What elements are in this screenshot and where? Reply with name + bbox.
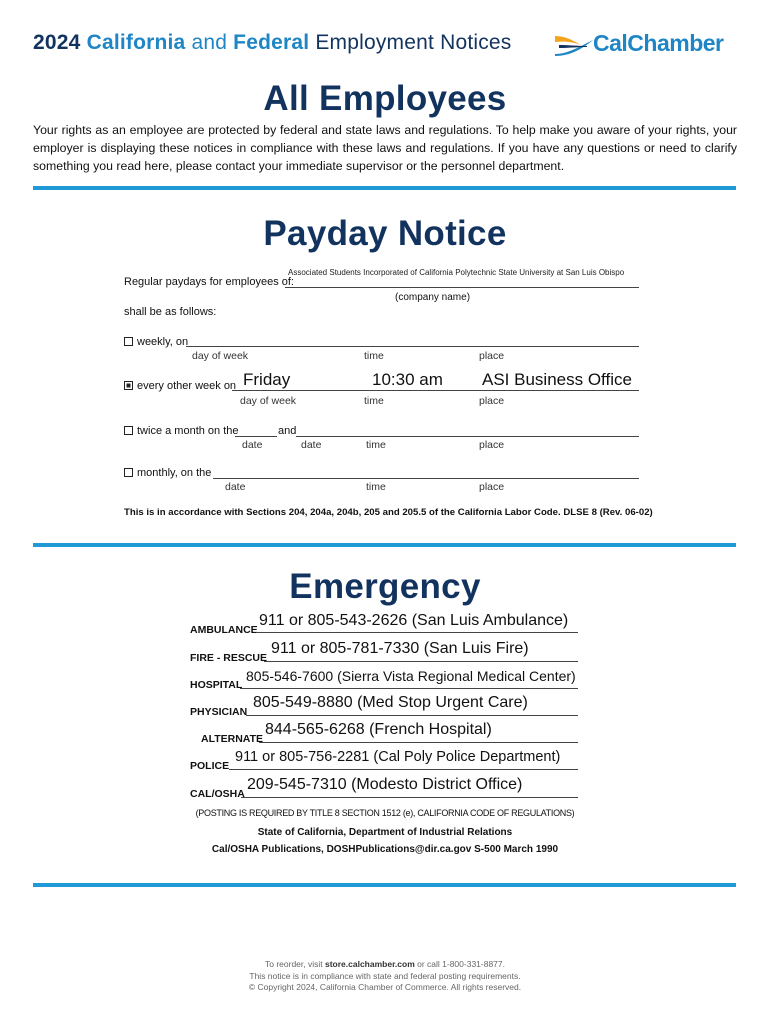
cal-osha-publications: Cal/OSHA Publications, DOSHPublications@dir.ca.gov S-500 March 1990	[211, 844, 559, 855]
calchamber-logo-text: CalChamber	[593, 30, 724, 56]
footer	[0, 959, 770, 994]
divider	[33, 543, 736, 547]
every-other-week-label: every other week on	[137, 380, 237, 392]
company-name-line	[285, 287, 639, 288]
header-federal: Federal	[233, 31, 310, 54]
every-other-time-value: 10:30 am	[372, 370, 443, 389]
header-year: 2024	[33, 31, 81, 54]
emergency-line	[229, 769, 578, 770]
payday-notice-title: Payday Notice	[263, 214, 507, 253]
twice-date2-caption: date	[301, 439, 322, 451]
monthly-line	[213, 478, 639, 479]
twice-date1-caption: date	[242, 439, 263, 451]
twice-date1-line	[235, 436, 277, 437]
weekly-label: weekly, on	[137, 336, 189, 348]
emergency-line	[240, 688, 578, 689]
footer-compliance: This notice is in compliance with state and federal posting requirements.	[249, 970, 521, 981]
state-department: State of California, Department of Industrial Relations	[257, 827, 513, 838]
posting-requirement: (POSTING IS REQUIRED BY TITLE 8 SECTION 1512 (e), CALIFORNIA CODE OF REGULATIONS)	[195, 808, 575, 818]
emergency-value-physician: 805-549-8880 (Med Stop Urgent Care)	[253, 694, 528, 711]
emergency-line	[259, 742, 578, 743]
emergency-label-ambulance: AMBULANCE	[190, 624, 258, 636]
twice-a-month-label: twice a month on the	[137, 425, 239, 437]
emergency-value-fire-rescue: 911 or 805-781-7330 (San Luis Fire)	[271, 640, 529, 657]
every-other-time-caption: time	[364, 395, 384, 407]
every-other-day-caption: day of week	[240, 395, 297, 407]
monthly-checkbox[interactable]	[124, 468, 133, 477]
emergency-label-fire-rescue: FIRE - RESCUE	[190, 652, 268, 664]
weekly-day-caption: day of week	[192, 350, 249, 362]
every-other-line	[232, 390, 639, 391]
emergency-label-hospital: HOSPITAL	[190, 679, 243, 691]
twice-and-label: and	[278, 425, 297, 437]
emergency-label-physician: PHYSICIAN	[190, 706, 248, 718]
twice-a-month-option[interactable]	[124, 425, 239, 437]
company-name-value: Associated Students Incorporated of California Polytechnic State University at San Luis Obispo	[288, 268, 625, 277]
shall-be-as-follows: shall be as follows:	[124, 306, 217, 318]
weekly-line	[186, 346, 639, 347]
twice-time-caption: time	[366, 439, 386, 451]
emergency-value-cal-osha: 209-545-7310 (Modesto District Office)	[247, 776, 523, 793]
monthly-option[interactable]	[124, 467, 211, 479]
emergency-line	[264, 661, 578, 662]
emergency-label-cal-osha: CAL/OSHA	[190, 788, 245, 800]
emergency-value-hospital: 805-546-7600 (Sierra Vista Regional Medical Center)	[246, 668, 576, 684]
emergency-title: Emergency	[289, 567, 481, 606]
every-other-place-caption: place	[479, 395, 505, 407]
weekly-checkbox[interactable]	[124, 337, 133, 346]
emergency-value-alternate: 844-565-6268 (French Hospital)	[265, 721, 492, 738]
every-other-week-checkbox[interactable]	[124, 381, 133, 390]
company-name-caption: (company name)	[395, 292, 471, 303]
all-employees-title: All Employees	[263, 79, 507, 118]
calchamber-logo	[553, 30, 743, 60]
emergency-label-police: POLICE	[190, 760, 230, 772]
emergency-line	[241, 797, 578, 798]
emergency-line	[246, 715, 578, 716]
monthly-place-caption: place	[479, 481, 505, 493]
header-california: California	[86, 31, 186, 54]
labor-code-statement: This is in accordance with Sections 204, 204a, 204b, 205 and 205.5 of the California Labor Code. DLSE 8 (Rev. 06-02)	[124, 507, 653, 518]
every-other-week-option[interactable]	[124, 380, 236, 392]
weekly-time-caption: time	[364, 350, 384, 362]
header-title	[33, 31, 512, 55]
monthly-date-caption: date	[225, 481, 246, 493]
emergency-value-ambulance: 911 or 805-543-2626 (San Luis Ambulance)	[259, 612, 569, 629]
all-employees-intro: Your rights as an employee are protected by federal and state laws and regulations. To help make you aware of your rights, your employer is displaying these notices in compliance with these laws and regulations. If you have any questions or need to clarify something you read here, please contact your immediate supervisor or the personnel department.	[33, 123, 737, 173]
divider	[33, 186, 736, 190]
every-other-day-value: Friday	[243, 370, 291, 389]
footer-store-link[interactable]: store.calchamber.com	[324, 959, 415, 969]
monthly-label: monthly, on the	[137, 467, 212, 479]
regular-paydays-label: Regular paydays for employees of:	[124, 276, 294, 288]
divider	[33, 883, 736, 887]
weekly-option[interactable]	[124, 336, 188, 348]
monthly-time-caption: time	[366, 481, 386, 493]
every-other-place-value: ASI Business Office	[482, 370, 632, 389]
twice-a-month-checkbox[interactable]	[124, 426, 133, 435]
header-rest: Employment Notices	[315, 31, 512, 54]
header-and: and	[191, 31, 228, 54]
footer-reorder: To reorder, visit store.calchamber.com or call 1-800-331-8877.	[264, 959, 506, 969]
twice-line	[296, 436, 639, 437]
footer-copyright: © Copyright 2024, California Chamber of Commerce. All rights reserved.	[248, 982, 522, 992]
emergency-label-alternate: ALTERNATE	[201, 733, 264, 745]
weekly-place-caption: place	[479, 350, 505, 362]
emergency-value-police: 911 or 805-756-2281 (Cal Poly Police Department)	[235, 749, 561, 765]
twice-place-caption: place	[479, 439, 505, 451]
emergency-line	[256, 632, 578, 633]
